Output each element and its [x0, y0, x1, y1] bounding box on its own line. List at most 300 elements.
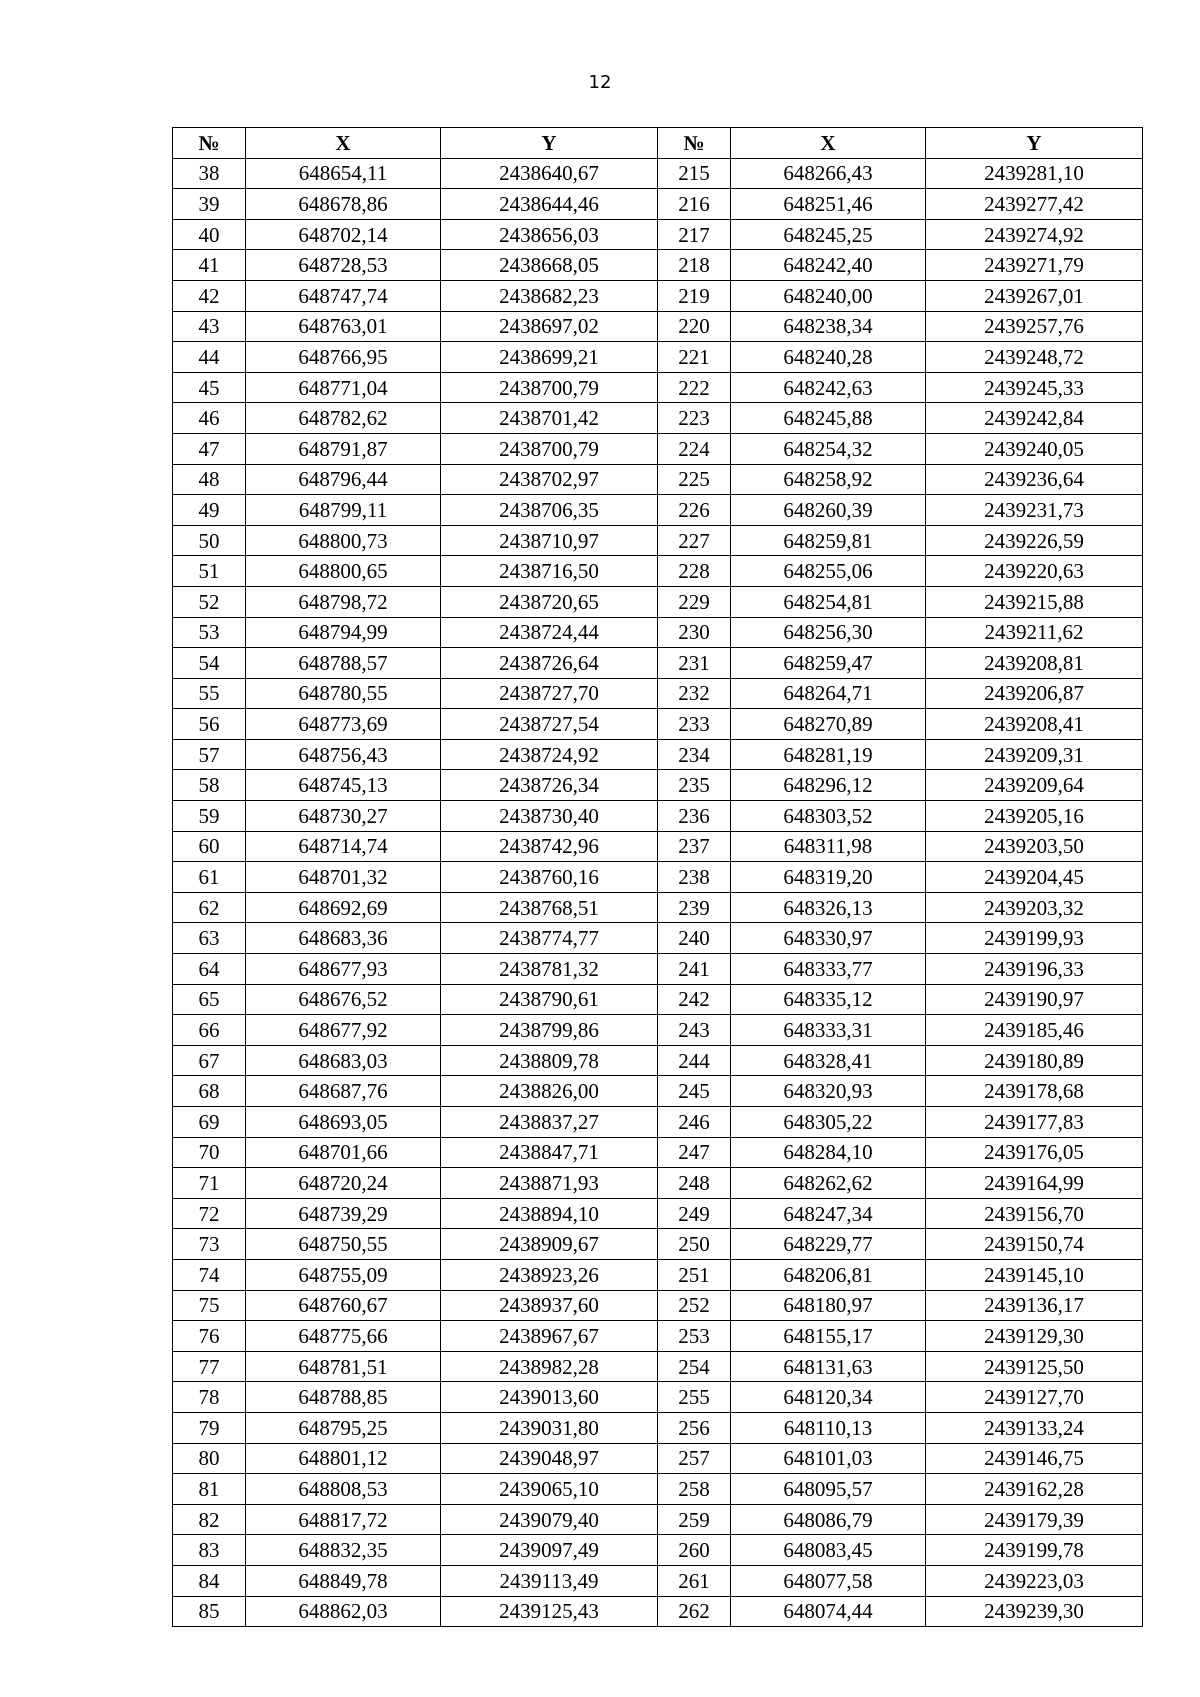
y-value-left: 2438760,16 — [441, 862, 658, 893]
y-value-right: 2439199,93 — [926, 923, 1143, 954]
x-value-right: 648242,40 — [731, 250, 926, 281]
table-row — [173, 1535, 1143, 1566]
y-value-right: 2439203,50 — [926, 831, 1143, 862]
y-value-left: 2438668,05 — [441, 250, 658, 281]
x-value-right: 648074,44 — [731, 1596, 926, 1627]
table-header-row — [173, 128, 1143, 159]
point-number-right: 218 — [658, 250, 731, 281]
y-value-left: 2438809,78 — [441, 1045, 658, 1076]
point-number-left: 38 — [173, 158, 246, 189]
x-value-left: 648745,13 — [246, 770, 441, 801]
point-number-left: 39 — [173, 189, 246, 220]
y-value-right: 2439236,64 — [926, 464, 1143, 495]
point-number-left: 74 — [173, 1259, 246, 1290]
x-value-right: 648328,41 — [731, 1045, 926, 1076]
y-value-right: 2439245,33 — [926, 372, 1143, 403]
y-value-right: 2439179,39 — [926, 1504, 1143, 1535]
table-row — [173, 648, 1143, 679]
x-value-left: 648677,92 — [246, 1015, 441, 1046]
x-value-right: 648255,06 — [731, 556, 926, 587]
x-value-left: 648780,55 — [246, 678, 441, 709]
point-number-left: 41 — [173, 250, 246, 281]
x-value-right: 648229,77 — [731, 1229, 926, 1260]
y-value-left: 2438790,61 — [441, 984, 658, 1015]
point-number-left: 71 — [173, 1168, 246, 1199]
table-row — [173, 1229, 1143, 1260]
y-value-left: 2438702,97 — [441, 464, 658, 495]
point-number-right: 238 — [658, 862, 731, 893]
point-number-right: 256 — [658, 1412, 731, 1443]
table-row — [173, 923, 1143, 954]
x-value-right: 648251,46 — [731, 189, 926, 220]
y-value-left: 2438847,71 — [441, 1137, 658, 1168]
point-number-left: 66 — [173, 1015, 246, 1046]
table-row — [173, 1474, 1143, 1505]
y-value-left: 2438826,00 — [441, 1076, 658, 1107]
point-number-right: 219 — [658, 280, 731, 311]
point-number-left: 40 — [173, 219, 246, 250]
x-value-right: 648110,13 — [731, 1412, 926, 1443]
y-value-left: 2438724,44 — [441, 617, 658, 648]
point-number-right: 258 — [658, 1474, 731, 1505]
point-number-left: 67 — [173, 1045, 246, 1076]
x-value-right: 648245,88 — [731, 403, 926, 434]
table-row — [173, 801, 1143, 832]
table-row — [173, 280, 1143, 311]
y-value-left: 2438768,51 — [441, 892, 658, 923]
y-value-left: 2438644,46 — [441, 189, 658, 220]
x-value-right: 648296,12 — [731, 770, 926, 801]
y-value-left: 2438837,27 — [441, 1107, 658, 1138]
point-number-left: 50 — [173, 525, 246, 556]
y-value-right: 2439274,92 — [926, 219, 1143, 250]
point-number-right: 229 — [658, 586, 731, 617]
point-number-right: 240 — [658, 923, 731, 954]
y-value-right: 2439208,41 — [926, 709, 1143, 740]
point-number-right: 250 — [658, 1229, 731, 1260]
y-value-left: 2438774,77 — [441, 923, 658, 954]
y-value-right: 2439223,03 — [926, 1565, 1143, 1596]
point-number-left: 47 — [173, 433, 246, 464]
y-value-right: 2439281,10 — [926, 158, 1143, 189]
y-value-right: 2439178,68 — [926, 1076, 1143, 1107]
y-value-right: 2439136,17 — [926, 1290, 1143, 1321]
table-row — [173, 495, 1143, 526]
point-number-left: 51 — [173, 556, 246, 587]
point-number-left: 61 — [173, 862, 246, 893]
y-value-left: 2438742,96 — [441, 831, 658, 862]
x-value-left: 648781,51 — [246, 1351, 441, 1382]
y-value-right: 2439162,28 — [926, 1474, 1143, 1505]
y-value-right: 2439239,30 — [926, 1596, 1143, 1627]
x-value-left: 648766,95 — [246, 342, 441, 373]
point-number-left: 83 — [173, 1535, 246, 1566]
x-value-left: 648654,11 — [246, 158, 441, 189]
x-value-right: 648303,52 — [731, 801, 926, 832]
y-value-left: 2438726,64 — [441, 648, 658, 679]
point-number-left: 75 — [173, 1290, 246, 1321]
x-value-left: 648728,53 — [246, 250, 441, 281]
table-row — [173, 1412, 1143, 1443]
table-row — [173, 1168, 1143, 1199]
y-value-left: 2438730,40 — [441, 801, 658, 832]
point-number-right: 249 — [658, 1198, 731, 1229]
x-value-right: 648262,62 — [731, 1168, 926, 1199]
point-number-right: 242 — [658, 984, 731, 1015]
point-number-right: 216 — [658, 189, 731, 220]
point-number-left: 63 — [173, 923, 246, 954]
x-value-left: 648788,57 — [246, 648, 441, 679]
y-value-left: 2438937,60 — [441, 1290, 658, 1321]
point-number-left: 62 — [173, 892, 246, 923]
x-value-left: 648701,32 — [246, 862, 441, 893]
x-value-right: 648247,34 — [731, 1198, 926, 1229]
y-value-right: 2439226,59 — [926, 525, 1143, 556]
y-value-left: 2438720,65 — [441, 586, 658, 617]
x-value-left: 648832,35 — [246, 1535, 441, 1566]
y-value-left: 2438656,03 — [441, 219, 658, 250]
point-number-left: 79 — [173, 1412, 246, 1443]
x-value-right: 648131,63 — [731, 1351, 926, 1382]
point-number-right: 237 — [658, 831, 731, 862]
x-value-left: 648817,72 — [246, 1504, 441, 1535]
point-number-right: 230 — [658, 617, 731, 648]
x-value-left: 648763,01 — [246, 311, 441, 342]
x-value-right: 648101,03 — [731, 1443, 926, 1474]
x-value-left: 648795,25 — [246, 1412, 441, 1443]
x-value-left: 648862,03 — [246, 1596, 441, 1627]
x-value-left: 648750,55 — [246, 1229, 441, 1260]
x-value-right: 648333,31 — [731, 1015, 926, 1046]
point-number-left: 49 — [173, 495, 246, 526]
table-row — [173, 342, 1143, 373]
point-number-left: 53 — [173, 617, 246, 648]
point-number-left: 64 — [173, 954, 246, 985]
y-value-left: 2438724,92 — [441, 739, 658, 770]
y-value-right: 2439240,05 — [926, 433, 1143, 464]
point-number-left: 69 — [173, 1107, 246, 1138]
x-value-right: 648095,57 — [731, 1474, 926, 1505]
point-number-left: 57 — [173, 739, 246, 770]
point-number-left: 81 — [173, 1474, 246, 1505]
point-number-left: 72 — [173, 1198, 246, 1229]
x-value-right: 648077,58 — [731, 1565, 926, 1596]
point-number-right: 221 — [658, 342, 731, 373]
table-row — [173, 1321, 1143, 1352]
point-number-right: 241 — [658, 954, 731, 985]
table-row — [173, 1107, 1143, 1138]
x-value-right: 648305,22 — [731, 1107, 926, 1138]
x-value-right: 648259,47 — [731, 648, 926, 679]
point-number-right: 262 — [658, 1596, 731, 1627]
point-number-left: 78 — [173, 1382, 246, 1413]
y-value-left: 2438726,34 — [441, 770, 658, 801]
x-value-right: 648180,97 — [731, 1290, 926, 1321]
point-number-left: 65 — [173, 984, 246, 1015]
y-value-left: 2438716,50 — [441, 556, 658, 587]
y-value-right: 2439206,87 — [926, 678, 1143, 709]
y-value-right: 2439277,42 — [926, 189, 1143, 220]
y-value-left: 2438706,35 — [441, 495, 658, 526]
table-row — [173, 1259, 1143, 1290]
y-value-left: 2438909,67 — [441, 1229, 658, 1260]
point-number-left: 82 — [173, 1504, 246, 1535]
x-value-left: 648692,69 — [246, 892, 441, 923]
point-number-left: 77 — [173, 1351, 246, 1382]
y-value-left: 2438923,26 — [441, 1259, 658, 1290]
point-number-left: 52 — [173, 586, 246, 617]
table-row — [173, 219, 1143, 250]
x-value-left: 648677,93 — [246, 954, 441, 985]
y-value-right: 2439185,46 — [926, 1015, 1143, 1046]
point-number-left: 76 — [173, 1321, 246, 1352]
y-value-right: 2439125,50 — [926, 1351, 1143, 1382]
y-value-right: 2439215,88 — [926, 586, 1143, 617]
y-value-right: 2439127,70 — [926, 1382, 1143, 1413]
point-number-right: 243 — [658, 1015, 731, 1046]
point-number-left: 45 — [173, 372, 246, 403]
point-number-right: 259 — [658, 1504, 731, 1535]
y-value-left: 2438982,28 — [441, 1351, 658, 1382]
page-number: 12 — [588, 72, 612, 93]
point-number-right: 255 — [658, 1382, 731, 1413]
point-number-left: 56 — [173, 709, 246, 740]
x-value-right: 648086,79 — [731, 1504, 926, 1535]
point-number-right: 246 — [658, 1107, 731, 1138]
point-number-right: 217 — [658, 219, 731, 250]
x-value-left: 648791,87 — [246, 433, 441, 464]
point-number-right: 261 — [658, 1565, 731, 1596]
y-value-left: 2438699,21 — [441, 342, 658, 373]
y-value-right: 2439248,72 — [926, 342, 1143, 373]
x-value-right: 648155,17 — [731, 1321, 926, 1352]
x-value-right: 648266,43 — [731, 158, 926, 189]
y-value-right: 2439220,63 — [926, 556, 1143, 587]
coordinates-table — [172, 127, 1143, 1627]
x-value-right: 648254,81 — [731, 586, 926, 617]
x-value-left: 648730,27 — [246, 801, 441, 832]
table-row — [173, 984, 1143, 1015]
x-value-right: 648320,93 — [731, 1076, 926, 1107]
y-value-left: 2438701,42 — [441, 403, 658, 434]
y-value-right: 2439156,70 — [926, 1198, 1143, 1229]
table-row — [173, 433, 1143, 464]
point-number-right: 233 — [658, 709, 731, 740]
x-value-left: 648676,52 — [246, 984, 441, 1015]
y-value-right: 2439129,30 — [926, 1321, 1143, 1352]
y-value-left: 2438781,32 — [441, 954, 658, 985]
point-number-left: 70 — [173, 1137, 246, 1168]
y-value-right: 2439190,97 — [926, 984, 1143, 1015]
point-number-left: 84 — [173, 1565, 246, 1596]
x-value-right: 648254,32 — [731, 433, 926, 464]
point-number-left: 44 — [173, 342, 246, 373]
y-value-left: 2438871,93 — [441, 1168, 658, 1199]
point-number-right: 234 — [658, 739, 731, 770]
y-value-left: 2438727,54 — [441, 709, 658, 740]
x-value-left: 648800,73 — [246, 525, 441, 556]
x-value-left: 648683,03 — [246, 1045, 441, 1076]
table-row — [173, 1290, 1143, 1321]
point-number-right: 244 — [658, 1045, 731, 1076]
table-row — [173, 1565, 1143, 1596]
x-value-left: 648808,53 — [246, 1474, 441, 1505]
y-value-right: 2439164,99 — [926, 1168, 1143, 1199]
header-x-left: X — [246, 128, 441, 159]
header-x-right: X — [731, 128, 926, 159]
y-value-left: 2438697,02 — [441, 311, 658, 342]
point-number-right: 215 — [658, 158, 731, 189]
table-row — [173, 892, 1143, 923]
x-value-right: 648319,20 — [731, 862, 926, 893]
y-value-right: 2439180,89 — [926, 1045, 1143, 1076]
x-value-left: 648794,99 — [246, 617, 441, 648]
x-value-right: 648284,10 — [731, 1137, 926, 1168]
point-number-right: 236 — [658, 801, 731, 832]
table-row — [173, 403, 1143, 434]
y-value-right: 2439211,62 — [926, 617, 1143, 648]
x-value-left: 648796,44 — [246, 464, 441, 495]
table-row — [173, 678, 1143, 709]
y-value-left: 2439065,10 — [441, 1474, 658, 1505]
x-value-right: 648326,13 — [731, 892, 926, 923]
x-value-left: 648782,62 — [246, 403, 441, 434]
y-value-right: 2439177,83 — [926, 1107, 1143, 1138]
x-value-right: 648083,45 — [731, 1535, 926, 1566]
y-value-right: 2439267,01 — [926, 280, 1143, 311]
point-number-left: 48 — [173, 464, 246, 495]
point-number-right: 253 — [658, 1321, 731, 1352]
table-row — [173, 525, 1143, 556]
point-number-right: 235 — [658, 770, 731, 801]
x-value-right: 648270,89 — [731, 709, 926, 740]
point-number-right: 252 — [658, 1290, 731, 1321]
x-value-right: 648333,77 — [731, 954, 926, 985]
point-number-left: 73 — [173, 1229, 246, 1260]
y-value-left: 2438640,67 — [441, 158, 658, 189]
y-value-left: 2439113,49 — [441, 1565, 658, 1596]
x-value-left: 648702,14 — [246, 219, 441, 250]
y-value-left: 2438682,23 — [441, 280, 658, 311]
y-value-right: 2439150,74 — [926, 1229, 1143, 1260]
y-value-right: 2439271,79 — [926, 250, 1143, 281]
x-value-right: 648281,19 — [731, 739, 926, 770]
y-value-left: 2439125,43 — [441, 1596, 658, 1627]
table-row — [173, 556, 1143, 587]
point-number-left: 55 — [173, 678, 246, 709]
y-value-left: 2439097,49 — [441, 1535, 658, 1566]
table-row — [173, 862, 1143, 893]
point-number-left: 46 — [173, 403, 246, 434]
y-value-left: 2439048,97 — [441, 1443, 658, 1474]
x-value-left: 648693,05 — [246, 1107, 441, 1138]
y-value-right: 2439242,84 — [926, 403, 1143, 434]
point-number-right: 220 — [658, 311, 731, 342]
x-value-left: 648683,36 — [246, 923, 441, 954]
y-value-left: 2439013,60 — [441, 1382, 658, 1413]
table-row — [173, 709, 1143, 740]
table-row — [173, 954, 1143, 985]
point-number-left: 60 — [173, 831, 246, 862]
x-value-right: 648240,00 — [731, 280, 926, 311]
y-value-left: 2438700,79 — [441, 372, 658, 403]
y-value-left: 2438799,86 — [441, 1015, 658, 1046]
y-value-left: 2439031,80 — [441, 1412, 658, 1443]
point-number-right: 231 — [658, 648, 731, 679]
y-value-right: 2439146,75 — [926, 1443, 1143, 1474]
x-value-right: 648258,92 — [731, 464, 926, 495]
table-row — [173, 1015, 1143, 1046]
x-value-left: 648678,86 — [246, 189, 441, 220]
point-number-right: 223 — [658, 403, 731, 434]
x-value-right: 648311,98 — [731, 831, 926, 862]
y-value-right: 2439209,31 — [926, 739, 1143, 770]
point-number-right: 248 — [658, 1168, 731, 1199]
x-value-right: 648330,97 — [731, 923, 926, 954]
table-row — [173, 1137, 1143, 1168]
table-row — [173, 1045, 1143, 1076]
point-number-right: 226 — [658, 495, 731, 526]
point-number-right: 245 — [658, 1076, 731, 1107]
y-value-right: 2439196,33 — [926, 954, 1143, 985]
y-value-left: 2438727,70 — [441, 678, 658, 709]
x-value-left: 648714,74 — [246, 831, 441, 862]
table-row — [173, 158, 1143, 189]
table-row — [173, 372, 1143, 403]
table-row — [173, 617, 1143, 648]
y-value-right: 2439133,24 — [926, 1412, 1143, 1443]
y-value-left: 2439079,40 — [441, 1504, 658, 1535]
point-number-right: 260 — [658, 1535, 731, 1566]
point-number-right: 227 — [658, 525, 731, 556]
x-value-right: 648206,81 — [731, 1259, 926, 1290]
point-number-left: 43 — [173, 311, 246, 342]
x-value-left: 648687,76 — [246, 1076, 441, 1107]
table-row — [173, 189, 1143, 220]
y-value-right: 2439205,16 — [926, 801, 1143, 832]
x-value-right: 648259,81 — [731, 525, 926, 556]
point-number-right: 224 — [658, 433, 731, 464]
x-value-left: 648798,72 — [246, 586, 441, 617]
y-value-right: 2439203,32 — [926, 892, 1143, 923]
y-value-left: 2438700,79 — [441, 433, 658, 464]
point-number-right: 239 — [658, 892, 731, 923]
table-row — [173, 1596, 1143, 1627]
table-row — [173, 770, 1143, 801]
y-value-right: 2439231,73 — [926, 495, 1143, 526]
point-number-left: 58 — [173, 770, 246, 801]
x-value-left: 648775,66 — [246, 1321, 441, 1352]
point-number-right: 232 — [658, 678, 731, 709]
table-row — [173, 1504, 1143, 1535]
y-value-right: 2439209,64 — [926, 770, 1143, 801]
header-number-right: № — [658, 128, 731, 159]
x-value-left: 648771,04 — [246, 372, 441, 403]
x-value-left: 648739,29 — [246, 1198, 441, 1229]
x-value-right: 648242,63 — [731, 372, 926, 403]
x-value-left: 648773,69 — [246, 709, 441, 740]
point-number-right: 251 — [658, 1259, 731, 1290]
table-body — [173, 158, 1143, 1627]
x-value-left: 648747,74 — [246, 280, 441, 311]
header-y-left: Y — [441, 128, 658, 159]
y-value-right: 2439208,81 — [926, 648, 1143, 679]
table-row — [173, 1443, 1143, 1474]
x-value-right: 648264,71 — [731, 678, 926, 709]
x-value-right: 648256,30 — [731, 617, 926, 648]
header-number-left: № — [173, 128, 246, 159]
table-row — [173, 831, 1143, 862]
